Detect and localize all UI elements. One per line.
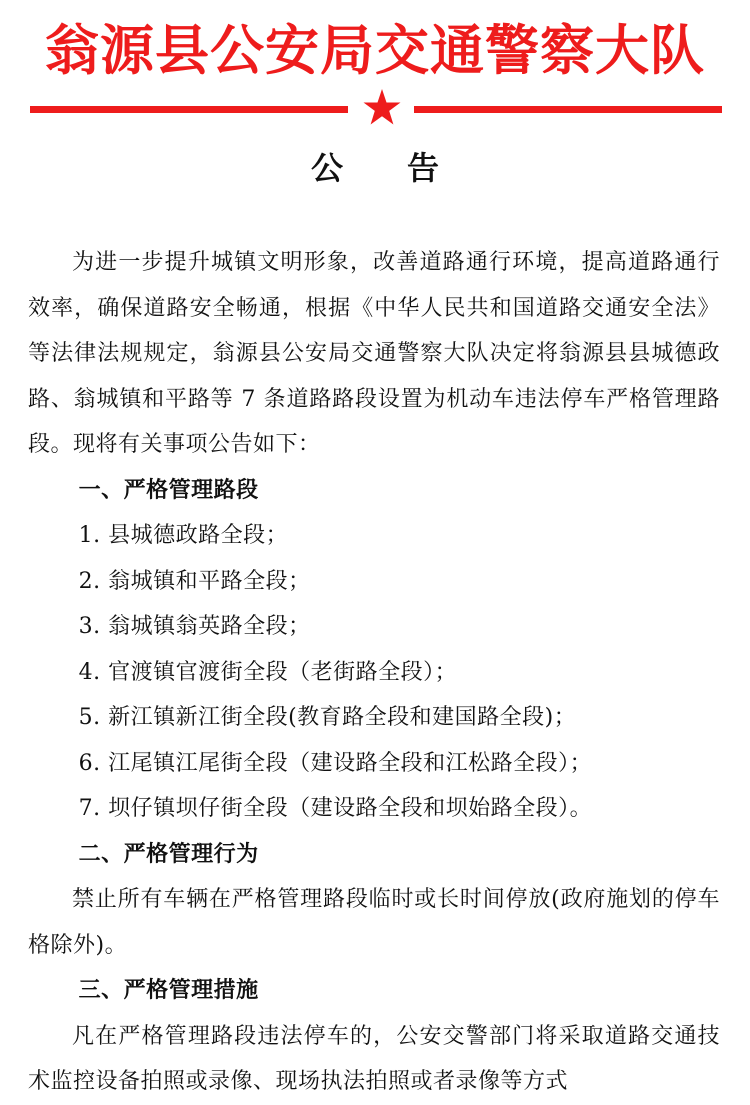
issuer-title: 翁源县公安局交通警察大队	[45, 19, 705, 82]
list-item: 2. 翁城镇和平路全段；	[78, 568, 311, 594]
red-rule-right	[414, 106, 722, 113]
section-paragraph: 凡在严格管理路段违法停车的，公安交警部门将采取道路交通技术监控设备拍照或录像、现场执法拍照或者录像等方式	[28, 1023, 720, 1094]
intro-paragraph: 为进一步提升城镇文明形象，改善道路通行环境，提高道路通行效率，确保道路安全畅通，根据《中华人民共和国道路交通安全法》等法律法规规定，翁源县公安局交通警察大队决定将翁源县县城德政路、翁城镇和平路等 7 条道路路段设置为机动车违法停车严格管理路段。现将有关事项公告如下：	[28, 250, 720, 457]
section-heading: 二、严格管理行为	[78, 841, 259, 867]
section-heading: 一、严格管理路段	[78, 477, 259, 503]
section-heading: 三、严格管理措施	[78, 978, 259, 1003]
list-item: 4. 官渡镇官渡街全段（老街路全段）；	[78, 659, 458, 685]
list-item: 1. 县城德政路全段；	[78, 523, 289, 548]
list-item: 5. 新江镇新江街全段(教育路全段和建国路全段)；	[78, 705, 577, 730]
list-item: 3. 翁城镇翁英路全段；	[78, 614, 311, 639]
star-icon	[362, 88, 402, 128]
notice-body	[28, 240, 720, 1105]
notice-heading: 公 告	[310, 149, 439, 187]
list-item: 7. 坝仔镇坝仔街全段（建设路全段和坝始路全段）。	[78, 796, 593, 821]
section-paragraph: 禁止所有车辆在严格管理路段临时或长时间停放(政府施划的停车格除外)。	[28, 887, 720, 958]
list-item: 6. 江尾镇江尾街全段（建设路全段和江松路全段）；	[78, 750, 593, 776]
red-rule-left	[30, 106, 348, 113]
